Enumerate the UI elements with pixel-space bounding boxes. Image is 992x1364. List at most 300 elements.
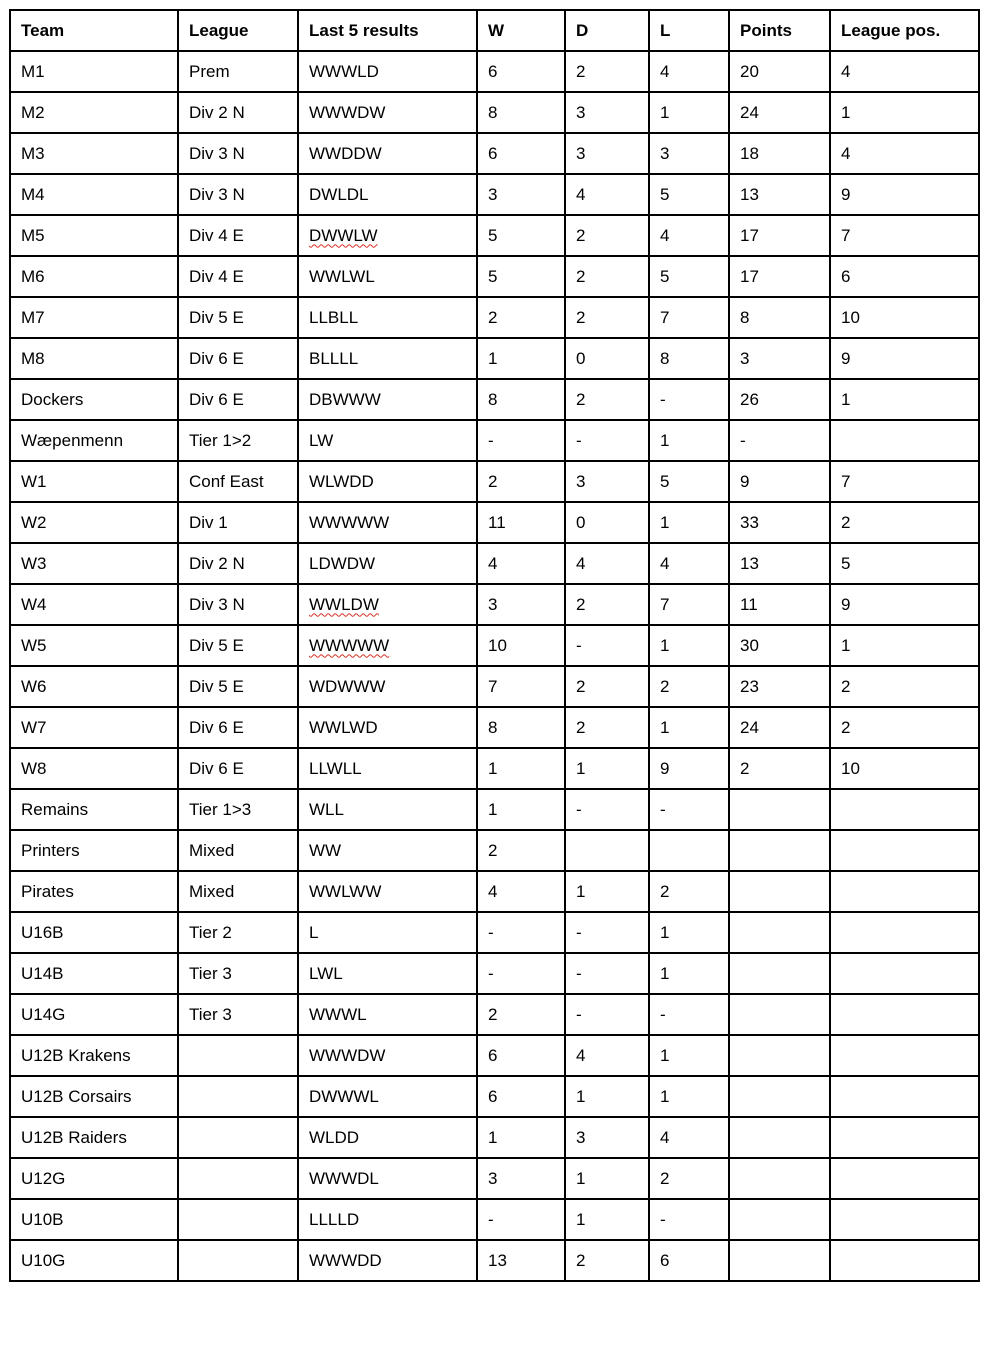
- cell-team: U14B: [10, 953, 178, 994]
- cell-team: M6: [10, 256, 178, 297]
- table-row: [10, 420, 979, 461]
- cell-league: Mixed: [178, 830, 298, 871]
- table-row: [10, 1199, 979, 1240]
- cell-wins: 4: [477, 543, 565, 584]
- cell-draws: 1: [565, 1158, 649, 1199]
- table-row: [10, 625, 979, 666]
- cell-team: W2: [10, 502, 178, 543]
- cell-last-5-results: [298, 297, 477, 338]
- cell-draws: -: [565, 953, 649, 994]
- cell-points: 2: [729, 748, 830, 789]
- cell-team: U12G: [10, 1158, 178, 1199]
- cell-draws: 2: [565, 379, 649, 420]
- header-losses: L: [649, 10, 729, 51]
- cell-league: [178, 1117, 298, 1158]
- table-row: [10, 1076, 979, 1117]
- cell-league: Div 2 N: [178, 543, 298, 584]
- table-row: [10, 461, 979, 502]
- cell-wins: 6: [477, 133, 565, 174]
- last-5-results-text: WWWL: [309, 1004, 367, 1024]
- cell-losses: 7: [649, 584, 729, 625]
- cell-wins: -: [477, 912, 565, 953]
- cell-last-5-results: [298, 1035, 477, 1076]
- last-5-results-text: LLWLL: [309, 758, 362, 778]
- cell-team: U16B: [10, 912, 178, 953]
- cell-league: Tier 1>3: [178, 789, 298, 830]
- cell-last-5-results: [298, 789, 477, 830]
- cell-team: W4: [10, 584, 178, 625]
- cell-team: W5: [10, 625, 178, 666]
- cell-league-pos: [830, 1240, 979, 1281]
- cell-losses: -: [649, 994, 729, 1035]
- table-row: [10, 707, 979, 748]
- cell-league-pos: 2: [830, 502, 979, 543]
- header-points: Points: [729, 10, 830, 51]
- last-5-results-text: BLLLL: [309, 348, 359, 368]
- cell-last-5-results: [298, 625, 477, 666]
- cell-points: 30: [729, 625, 830, 666]
- header-team: Team: [10, 10, 178, 51]
- cell-points: [729, 1199, 830, 1240]
- cell-last-5-results: [298, 1199, 477, 1240]
- table-row: [10, 584, 979, 625]
- cell-last-5-results: [298, 51, 477, 92]
- cell-last-5-results: [298, 379, 477, 420]
- cell-league-pos: [830, 912, 979, 953]
- cell-team: U12B Krakens: [10, 1035, 178, 1076]
- cell-league-pos: 6: [830, 256, 979, 297]
- cell-league: [178, 1199, 298, 1240]
- cell-wins: 2: [477, 830, 565, 871]
- cell-losses: 2: [649, 1158, 729, 1199]
- cell-team: W3: [10, 543, 178, 584]
- table-row: [10, 297, 979, 338]
- cell-points: 11: [729, 584, 830, 625]
- cell-league: Tier 1>2: [178, 420, 298, 461]
- header-wins: W: [477, 10, 565, 51]
- cell-losses: 2: [649, 666, 729, 707]
- cell-last-5-results: [298, 338, 477, 379]
- cell-draws: 4: [565, 543, 649, 584]
- cell-points: [729, 1035, 830, 1076]
- cell-league-pos: [830, 830, 979, 871]
- cell-league: Div 4 E: [178, 256, 298, 297]
- cell-last-5-results: [298, 174, 477, 215]
- cell-wins: 6: [477, 1035, 565, 1076]
- cell-wins: -: [477, 953, 565, 994]
- cell-league: [178, 1035, 298, 1076]
- cell-points: [729, 1158, 830, 1199]
- cell-points: 3: [729, 338, 830, 379]
- cell-league-pos: [830, 953, 979, 994]
- cell-league: Div 5 E: [178, 625, 298, 666]
- cell-wins: 2: [477, 461, 565, 502]
- table-row: [10, 256, 979, 297]
- header-league: League: [178, 10, 298, 51]
- cell-league-pos: 7: [830, 461, 979, 502]
- cell-wins: 13: [477, 1240, 565, 1281]
- cell-team: Dockers: [10, 379, 178, 420]
- table-row: [10, 1158, 979, 1199]
- cell-points: 24: [729, 92, 830, 133]
- cell-points: -: [729, 420, 830, 461]
- cell-wins: 2: [477, 994, 565, 1035]
- last-5-results-text: WWDDW: [309, 143, 382, 163]
- cell-points: 9: [729, 461, 830, 502]
- table-row: [10, 871, 979, 912]
- last-5-results-text: DWWWL: [309, 1086, 379, 1106]
- cell-league: Div 6 E: [178, 748, 298, 789]
- cell-draws: 3: [565, 92, 649, 133]
- table-row: [10, 666, 979, 707]
- cell-last-5-results: [298, 1158, 477, 1199]
- last-5-results-text: WWWDD: [309, 1250, 382, 1270]
- cell-losses: 1: [649, 92, 729, 133]
- cell-points: 20: [729, 51, 830, 92]
- cell-losses: 4: [649, 1117, 729, 1158]
- cell-league-pos: 1: [830, 92, 979, 133]
- cell-team: W7: [10, 707, 178, 748]
- cell-draws: 4: [565, 1035, 649, 1076]
- last-5-results-text: DWWLW: [309, 225, 378, 245]
- cell-wins: 3: [477, 1158, 565, 1199]
- cell-last-5-results: [298, 215, 477, 256]
- cell-league: Div 5 E: [178, 666, 298, 707]
- cell-last-5-results: [298, 92, 477, 133]
- cell-losses: 4: [649, 51, 729, 92]
- last-5-results-text: WLDD: [309, 1127, 360, 1147]
- cell-wins: 1: [477, 748, 565, 789]
- cell-last-5-results: [298, 584, 477, 625]
- cell-wins: 8: [477, 379, 565, 420]
- table-row: [10, 133, 979, 174]
- cell-league: Div 6 E: [178, 707, 298, 748]
- cell-last-5-results: [298, 871, 477, 912]
- results-table: [9, 9, 980, 1282]
- cell-points: 8: [729, 297, 830, 338]
- cell-points: 24: [729, 707, 830, 748]
- cell-team: W8: [10, 748, 178, 789]
- cell-league: [178, 1158, 298, 1199]
- cell-losses: 5: [649, 256, 729, 297]
- last-5-results-text: LWL: [309, 963, 343, 983]
- cell-league-pos: [830, 1199, 979, 1240]
- cell-losses: -: [649, 379, 729, 420]
- table-row: [10, 502, 979, 543]
- cell-points: [729, 1076, 830, 1117]
- cell-league: Div 2 N: [178, 92, 298, 133]
- header-draws: D: [565, 10, 649, 51]
- cell-team: M4: [10, 174, 178, 215]
- table-row: [10, 338, 979, 379]
- cell-team: M5: [10, 215, 178, 256]
- cell-points: 33: [729, 502, 830, 543]
- last-5-results-text: WWWDW: [309, 1045, 386, 1065]
- cell-team: U12B Raiders: [10, 1117, 178, 1158]
- cell-points: [729, 953, 830, 994]
- cell-draws: 2: [565, 1240, 649, 1281]
- cell-losses: 5: [649, 461, 729, 502]
- cell-wins: 8: [477, 707, 565, 748]
- last-5-results-text: LLBLL: [309, 307, 359, 327]
- cell-points: 17: [729, 256, 830, 297]
- cell-team: M8: [10, 338, 178, 379]
- cell-draws: 0: [565, 502, 649, 543]
- cell-last-5-results: [298, 543, 477, 584]
- cell-draws: -: [565, 912, 649, 953]
- cell-league-pos: 7: [830, 215, 979, 256]
- cell-team: Printers: [10, 830, 178, 871]
- cell-last-5-results: [298, 1076, 477, 1117]
- cell-losses: -: [649, 1199, 729, 1240]
- table-row: [10, 953, 979, 994]
- cell-league-pos: 10: [830, 297, 979, 338]
- last-5-results-text: WLL: [309, 799, 344, 819]
- cell-league-pos: 4: [830, 51, 979, 92]
- cell-league-pos: 9: [830, 174, 979, 215]
- cell-draws: 2: [565, 51, 649, 92]
- cell-league-pos: 2: [830, 666, 979, 707]
- last-5-results-text: WDWWW: [309, 676, 386, 696]
- cell-team: M7: [10, 297, 178, 338]
- cell-losses: 1: [649, 953, 729, 994]
- last-5-results-text: WWWWW: [309, 512, 390, 532]
- cell-team: U10B: [10, 1199, 178, 1240]
- cell-league-pos: [830, 1076, 979, 1117]
- cell-losses: -: [649, 789, 729, 830]
- table-row: [10, 174, 979, 215]
- last-5-results-text: WW: [309, 840, 342, 860]
- header-row: [10, 10, 979, 51]
- table-row: [10, 215, 979, 256]
- last-5-results-text: WWLWL: [309, 266, 375, 286]
- cell-league: [178, 1240, 298, 1281]
- cell-wins: 2: [477, 297, 565, 338]
- table-row: [10, 994, 979, 1035]
- cell-team: U14G: [10, 994, 178, 1035]
- cell-draws: -: [565, 625, 649, 666]
- cell-team: Wæpenmenn: [10, 420, 178, 461]
- cell-losses: 2: [649, 871, 729, 912]
- cell-wins: -: [477, 1199, 565, 1240]
- cell-league: Div 6 E: [178, 338, 298, 379]
- cell-draws: -: [565, 420, 649, 461]
- cell-points: [729, 994, 830, 1035]
- cell-draws: 0: [565, 338, 649, 379]
- last-5-results-text: WWLWW: [309, 881, 382, 901]
- cell-league-pos: 9: [830, 338, 979, 379]
- cell-league-pos: 2: [830, 707, 979, 748]
- cell-last-5-results: [298, 994, 477, 1035]
- last-5-results-text: LW: [309, 430, 334, 450]
- cell-league-pos: [830, 1158, 979, 1199]
- cell-losses: 4: [649, 215, 729, 256]
- cell-team: W6: [10, 666, 178, 707]
- cell-draws: 2: [565, 215, 649, 256]
- cell-last-5-results: [298, 748, 477, 789]
- cell-losses: 5: [649, 174, 729, 215]
- cell-team: W1: [10, 461, 178, 502]
- cell-draws: 2: [565, 666, 649, 707]
- cell-points: 17: [729, 215, 830, 256]
- table-row: [10, 51, 979, 92]
- cell-points: 23: [729, 666, 830, 707]
- cell-wins: 10: [477, 625, 565, 666]
- cell-league: Mixed: [178, 871, 298, 912]
- cell-last-5-results: [298, 1117, 477, 1158]
- last-5-results-text: WWWDL: [309, 1168, 379, 1188]
- cell-team: M2: [10, 92, 178, 133]
- cell-team: M3: [10, 133, 178, 174]
- cell-team: Pirates: [10, 871, 178, 912]
- cell-last-5-results: [298, 256, 477, 297]
- cell-last-5-results: [298, 912, 477, 953]
- table-row: [10, 379, 979, 420]
- cell-wins: 3: [477, 584, 565, 625]
- cell-wins: 6: [477, 51, 565, 92]
- cell-wins: 1: [477, 338, 565, 379]
- cell-league: Div 4 E: [178, 215, 298, 256]
- cell-wins: 5: [477, 215, 565, 256]
- cell-draws: 1: [565, 1076, 649, 1117]
- cell-league: Conf East: [178, 461, 298, 502]
- cell-draws: 2: [565, 256, 649, 297]
- cell-losses: 1: [649, 1035, 729, 1076]
- cell-last-5-results: [298, 953, 477, 994]
- cell-losses: 3: [649, 133, 729, 174]
- cell-last-5-results: [298, 133, 477, 174]
- cell-points: 13: [729, 543, 830, 584]
- cell-wins: 4: [477, 871, 565, 912]
- cell-losses: 1: [649, 502, 729, 543]
- cell-league: Tier 3: [178, 953, 298, 994]
- last-5-results-text: WWWDW: [309, 102, 386, 122]
- last-5-results-text: WWLDW: [309, 594, 379, 614]
- cell-team: M1: [10, 51, 178, 92]
- last-5-results-text: LLLLD: [309, 1209, 360, 1229]
- header-league-pos: League pos.: [830, 10, 979, 51]
- cell-draws: [565, 830, 649, 871]
- cell-league-pos: [830, 871, 979, 912]
- cell-draws: 4: [565, 174, 649, 215]
- cell-last-5-results: [298, 461, 477, 502]
- last-5-results-text: WLWDD: [309, 471, 374, 491]
- cell-points: 18: [729, 133, 830, 174]
- cell-wins: 1: [477, 789, 565, 830]
- last-5-results-text: L: [309, 922, 319, 942]
- cell-points: [729, 912, 830, 953]
- cell-league: Div 5 E: [178, 297, 298, 338]
- cell-points: [729, 830, 830, 871]
- cell-last-5-results: [298, 502, 477, 543]
- cell-wins: 1: [477, 1117, 565, 1158]
- last-5-results-text: DBWWW: [309, 389, 381, 409]
- cell-last-5-results: [298, 420, 477, 461]
- last-5-results-text: WWWLD: [309, 61, 379, 81]
- cell-draws: -: [565, 994, 649, 1035]
- cell-wins: 6: [477, 1076, 565, 1117]
- last-5-results-text: LDWDW: [309, 553, 376, 573]
- cell-losses: 8: [649, 338, 729, 379]
- cell-draws: 3: [565, 461, 649, 502]
- cell-losses: 1: [649, 707, 729, 748]
- cell-league: Tier 3: [178, 994, 298, 1035]
- cell-draws: 2: [565, 297, 649, 338]
- cell-team: Remains: [10, 789, 178, 830]
- table-body: [10, 51, 979, 1281]
- cell-league: Div 1: [178, 502, 298, 543]
- cell-league-pos: 4: [830, 133, 979, 174]
- table-row: [10, 789, 979, 830]
- cell-league-pos: [830, 994, 979, 1035]
- cell-team: U12B Corsairs: [10, 1076, 178, 1117]
- cell-league-pos: 9: [830, 584, 979, 625]
- cell-last-5-results: [298, 1240, 477, 1281]
- cell-last-5-results: [298, 666, 477, 707]
- cell-draws: 3: [565, 133, 649, 174]
- cell-losses: 7: [649, 297, 729, 338]
- cell-last-5-results: [298, 830, 477, 871]
- cell-losses: 4: [649, 543, 729, 584]
- cell-losses: 1: [649, 625, 729, 666]
- cell-points: [729, 871, 830, 912]
- cell-league: Tier 2: [178, 912, 298, 953]
- cell-wins: 8: [477, 92, 565, 133]
- cell-league-pos: 5: [830, 543, 979, 584]
- cell-league: Div 3 N: [178, 584, 298, 625]
- cell-league-pos: [830, 1117, 979, 1158]
- cell-league: Div 3 N: [178, 133, 298, 174]
- cell-points: 26: [729, 379, 830, 420]
- cell-wins: 3: [477, 174, 565, 215]
- cell-losses: 1: [649, 1076, 729, 1117]
- table-row: [10, 1117, 979, 1158]
- cell-draws: 2: [565, 707, 649, 748]
- cell-points: [729, 1117, 830, 1158]
- table-row: [10, 543, 979, 584]
- header-last-5-results: Last 5 results: [298, 10, 477, 51]
- table-row: [10, 912, 979, 953]
- cell-team: U10G: [10, 1240, 178, 1281]
- table-row: [10, 830, 979, 871]
- last-5-results-text: WWLWD: [309, 717, 378, 737]
- cell-losses: 9: [649, 748, 729, 789]
- cell-losses: 1: [649, 912, 729, 953]
- cell-points: [729, 789, 830, 830]
- cell-losses: 6: [649, 1240, 729, 1281]
- cell-draws: -: [565, 789, 649, 830]
- cell-losses: [649, 830, 729, 871]
- cell-league: Div 6 E: [178, 379, 298, 420]
- cell-draws: 3: [565, 1117, 649, 1158]
- cell-league-pos: [830, 789, 979, 830]
- cell-league: Div 3 N: [178, 174, 298, 215]
- last-5-results-text: WWWWW: [309, 635, 390, 655]
- cell-wins: 11: [477, 502, 565, 543]
- table-row: [10, 1240, 979, 1281]
- cell-points: 13: [729, 174, 830, 215]
- table-row: [10, 1035, 979, 1076]
- cell-league-pos: 1: [830, 625, 979, 666]
- cell-wins: 7: [477, 666, 565, 707]
- cell-draws: 1: [565, 1199, 649, 1240]
- cell-league-pos: [830, 1035, 979, 1076]
- cell-draws: 2: [565, 584, 649, 625]
- cell-league-pos: 10: [830, 748, 979, 789]
- table-row: [10, 748, 979, 789]
- cell-wins: 5: [477, 256, 565, 297]
- cell-draws: 1: [565, 748, 649, 789]
